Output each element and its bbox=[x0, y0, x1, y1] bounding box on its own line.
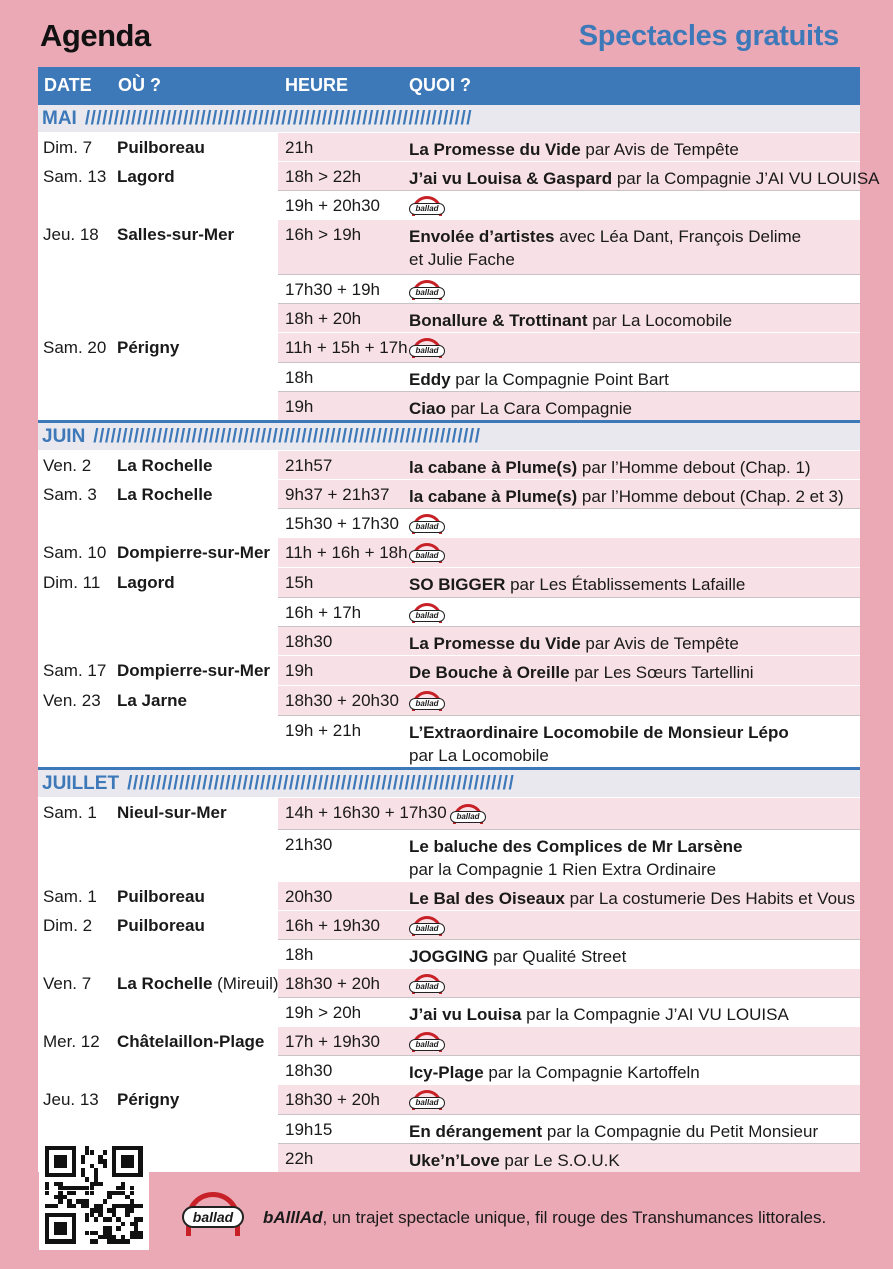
event-group bbox=[38, 1084, 860, 1172]
event-what bbox=[409, 573, 745, 596]
event-group bbox=[38, 332, 860, 420]
event-group bbox=[38, 450, 860, 479]
ballad-logo-icon: ballad bbox=[409, 543, 445, 563]
event-what bbox=[409, 540, 445, 563]
footer-note: bAlllAd, un trajet spectacle unique, fil rouge des Transhumances littorales. bbox=[263, 1208, 827, 1227]
place-name: Dompierre-sur-Mer bbox=[117, 661, 271, 680]
month-label: JUILLET bbox=[42, 772, 120, 794]
month-header-juillet bbox=[38, 767, 860, 797]
event-what bbox=[409, 887, 855, 910]
place-name: Périgny bbox=[117, 1090, 180, 1109]
ballad-logo-icon: ballad bbox=[409, 974, 445, 994]
event-title: Eddy bbox=[409, 370, 451, 389]
event-what bbox=[409, 1061, 700, 1084]
table-body bbox=[38, 102, 880, 1172]
place-name: Dompierre-sur-Mer bbox=[117, 543, 271, 562]
event-group bbox=[38, 132, 860, 161]
table-row bbox=[278, 997, 860, 1026]
event-company: par La costumerie Des Habits et Vous bbox=[564, 889, 855, 908]
event-group bbox=[38, 881, 860, 910]
event-what bbox=[409, 335, 445, 358]
table-row bbox=[278, 656, 860, 685]
event-group bbox=[38, 1026, 860, 1084]
event-company: par la Compagnie du Petit Monsieur bbox=[542, 1122, 819, 1141]
table-row bbox=[278, 1027, 860, 1055]
table-header bbox=[38, 67, 860, 102]
event-group bbox=[38, 685, 860, 767]
event-time: 19h + 20h30 bbox=[285, 196, 381, 215]
table-row bbox=[278, 1085, 860, 1114]
place-name: Puilboreau bbox=[117, 138, 205, 157]
event-title: La Promesse du Vide bbox=[409, 140, 581, 159]
event-what bbox=[409, 835, 743, 881]
place-name: La Jarne bbox=[117, 691, 187, 710]
table-row bbox=[278, 882, 860, 910]
event-what bbox=[409, 193, 445, 216]
table-row bbox=[278, 451, 860, 479]
event-what bbox=[409, 277, 445, 300]
event-company: par Les Établissements Lafaille bbox=[505, 575, 746, 594]
event-time: 21h30 bbox=[285, 835, 333, 854]
col-date: DATE bbox=[44, 75, 92, 95]
event-title: Ciao bbox=[409, 399, 446, 418]
event-company: par l’Homme debout (Chap. 2 et 3) bbox=[577, 487, 844, 506]
event-what bbox=[409, 167, 880, 190]
place-name: La Rochelle bbox=[117, 456, 213, 475]
event-place bbox=[117, 916, 205, 936]
event-company: par la Compagnie Kartoffeln bbox=[483, 1063, 700, 1082]
event-company: par Qualité Street bbox=[488, 947, 627, 966]
event-time: 17h30 + 19h bbox=[285, 280, 381, 299]
ballad-logo-icon: ballad bbox=[450, 804, 486, 824]
page-subtitle: Spectacles gratuits bbox=[578, 20, 839, 52]
place-name: Châtelaillon-Plage bbox=[117, 1032, 265, 1051]
table-row bbox=[278, 626, 860, 655]
event-what bbox=[409, 971, 445, 994]
event-time: 19h bbox=[285, 661, 314, 680]
event-what bbox=[409, 945, 626, 968]
table-row bbox=[278, 686, 860, 715]
table-row bbox=[278, 939, 860, 968]
event-what bbox=[409, 485, 844, 508]
event-date: Ven. 7 bbox=[43, 974, 92, 993]
table-row bbox=[278, 133, 860, 161]
table-row bbox=[278, 274, 860, 303]
table-row bbox=[278, 391, 860, 420]
event-what bbox=[409, 1029, 445, 1052]
event-company: par Les Sœurs Tartellini bbox=[569, 663, 754, 682]
event-place bbox=[117, 338, 179, 358]
event-place bbox=[117, 803, 227, 823]
event-place bbox=[117, 691, 187, 711]
table-row bbox=[278, 1055, 860, 1084]
event-group bbox=[38, 797, 860, 881]
event-title: Le baluche des Complices de Mr Larsène bbox=[409, 837, 743, 856]
event-time: 16h + 17h bbox=[285, 603, 362, 622]
qr-code[interactable] bbox=[39, 1140, 149, 1250]
event-time: 18h30 bbox=[285, 632, 333, 651]
event-company: par la Compagnie Point Bart bbox=[450, 370, 669, 389]
place-name: Nieul-sur-Mer bbox=[117, 803, 227, 822]
ballad-logo-icon: ballad bbox=[409, 1032, 445, 1052]
event-place bbox=[117, 167, 175, 187]
place-name: La Rochelle bbox=[117, 974, 213, 993]
event-title: Envolée d’artistes bbox=[409, 227, 555, 246]
col-time: HEURE bbox=[285, 75, 349, 95]
event-title: Bonallure & Trottinant bbox=[409, 311, 588, 330]
place-name: Puilboreau bbox=[117, 916, 205, 935]
event-company-line2: par La Locomobile bbox=[409, 746, 549, 765]
table-row bbox=[278, 568, 860, 597]
event-place bbox=[117, 543, 270, 563]
event-date: Sam. 13 bbox=[43, 167, 107, 186]
event-what bbox=[409, 721, 789, 767]
place-extra: (Mireuil) bbox=[212, 974, 279, 993]
table-row bbox=[278, 190, 860, 219]
event-date: Dim. 7 bbox=[43, 138, 93, 157]
agenda-table bbox=[38, 67, 880, 1172]
event-company: par La Locomobile bbox=[587, 311, 733, 330]
event-place bbox=[117, 1032, 264, 1052]
event-place bbox=[117, 485, 212, 505]
event-what bbox=[409, 138, 739, 161]
event-what bbox=[409, 397, 632, 420]
table-row bbox=[278, 303, 860, 332]
event-time: 16h > 19h bbox=[285, 225, 362, 244]
table-row bbox=[278, 911, 860, 939]
event-time: 18h > 22h bbox=[285, 167, 362, 186]
event-time: 18h bbox=[285, 368, 314, 387]
event-date: Dim. 2 bbox=[43, 916, 93, 935]
slash-decoration: /////////////////////////////////////////////////////////////////// bbox=[127, 772, 515, 794]
event-time: 9h37 + 21h37 bbox=[285, 485, 390, 504]
ballad-logo-icon: ballad bbox=[409, 1090, 445, 1110]
page-title: Agenda bbox=[40, 18, 151, 53]
table-row bbox=[278, 829, 860, 881]
ballad-logo-icon: ballad bbox=[409, 514, 445, 534]
place-name: Lagord bbox=[117, 573, 175, 592]
event-date: Sam. 1 bbox=[43, 803, 97, 822]
event-company: par La Cara Compagnie bbox=[445, 399, 633, 418]
month-header-mai bbox=[38, 102, 860, 132]
ballad-logo-icon: ballad bbox=[409, 603, 445, 623]
event-place bbox=[117, 887, 205, 907]
event-group bbox=[38, 968, 860, 1026]
event-group bbox=[38, 161, 880, 219]
event-title: Uke’n’Love bbox=[409, 1151, 500, 1170]
place-name: La Rochelle bbox=[117, 485, 213, 504]
event-company: avec Léa Dant, François Delime bbox=[554, 227, 802, 246]
event-title: En dérangement bbox=[409, 1122, 543, 1141]
event-time: 15h bbox=[285, 573, 314, 592]
event-title: J’ai vu Louisa bbox=[409, 1005, 522, 1024]
event-title: la cabane à Plume(s) bbox=[409, 458, 578, 477]
event-time: 21h bbox=[285, 138, 314, 157]
event-time: 18h + 20h bbox=[285, 309, 362, 328]
place-name: Périgny bbox=[117, 338, 180, 357]
event-time: 14h + 16h30 + 17h30 bbox=[285, 803, 447, 822]
month-header-juin bbox=[38, 420, 860, 450]
event-group bbox=[38, 479, 860, 537]
ballad-logo-icon: ballad bbox=[409, 280, 445, 300]
event-what bbox=[409, 1003, 789, 1026]
event-title: L’Extraordinaire Locomobile de Monsieur Lépo bbox=[409, 723, 789, 742]
event-company: par l’Homme debout (Chap. 1) bbox=[577, 458, 811, 477]
slash-decoration: /////////////////////////////////////////////////////////////////// bbox=[93, 425, 481, 447]
event-title: Le Bal des Oiseaux bbox=[409, 889, 565, 908]
event-time: 17h + 19h30 bbox=[285, 1032, 381, 1051]
event-time: 11h + 15h + 17h bbox=[285, 338, 408, 357]
event-company: par la Compagnie J’AI VU LOUISA bbox=[521, 1005, 789, 1024]
event-date: Ven. 23 bbox=[43, 691, 101, 710]
event-time: 18h30 + 20h30 bbox=[285, 691, 399, 710]
event-date: Jeu. 18 bbox=[43, 225, 99, 244]
event-date: Dim. 11 bbox=[43, 573, 101, 592]
event-time: 19h bbox=[285, 397, 314, 416]
event-what bbox=[409, 1087, 445, 1110]
event-time: 22h bbox=[285, 1149, 314, 1168]
slash-decoration: /////////////////////////////////////////////////////////////////// bbox=[84, 107, 473, 129]
event-what bbox=[409, 1120, 818, 1143]
event-title: J’ai vu Louisa & Gaspard bbox=[409, 169, 613, 188]
event-what bbox=[409, 309, 732, 332]
col-where: OÙ ? bbox=[118, 75, 161, 95]
event-company: par Avis de Tempête bbox=[580, 634, 739, 653]
event-group bbox=[38, 567, 860, 655]
event-company: par Le S.O.U.K bbox=[499, 1151, 620, 1170]
event-title: SO BIGGER bbox=[409, 575, 506, 594]
event-what bbox=[409, 600, 445, 623]
event-date: Sam. 1 bbox=[43, 887, 97, 906]
event-date: Sam. 10 bbox=[43, 543, 107, 562]
event-what bbox=[409, 368, 669, 391]
event-time: 20h30 bbox=[285, 887, 333, 906]
event-place bbox=[117, 138, 205, 158]
event-time: 19h > 20h bbox=[285, 1003, 362, 1022]
event-title: Icy-Plage bbox=[409, 1063, 484, 1082]
event-date: Ven. 2 bbox=[43, 456, 92, 475]
event-time: 18h30 bbox=[285, 1061, 333, 1080]
event-time: 11h + 16h + 18h bbox=[285, 543, 408, 562]
event-what bbox=[409, 511, 445, 534]
table-row bbox=[278, 362, 860, 391]
table-row bbox=[278, 508, 860, 537]
table-row bbox=[278, 220, 860, 274]
event-time: 19h + 21h bbox=[285, 721, 362, 740]
event-time: 18h30 + 20h bbox=[285, 1090, 381, 1109]
event-what bbox=[409, 688, 445, 711]
month-label: JUIN bbox=[42, 425, 86, 447]
event-company: par Avis de Tempête bbox=[580, 140, 739, 159]
event-title: De Bouche à Oreille bbox=[409, 663, 570, 682]
event-what bbox=[409, 1149, 620, 1172]
event-what bbox=[409, 913, 445, 936]
table-row bbox=[278, 1114, 860, 1143]
event-what bbox=[450, 801, 486, 824]
event-place bbox=[117, 1090, 179, 1110]
event-company: par la Compagnie J’AI VU LOUISA bbox=[612, 169, 880, 188]
event-date: Sam. 3 bbox=[43, 485, 97, 504]
event-place bbox=[117, 573, 175, 593]
table-row bbox=[278, 538, 860, 567]
event-what bbox=[409, 456, 811, 479]
table-row bbox=[278, 162, 880, 190]
event-title: la cabane à Plume(s) bbox=[409, 487, 578, 506]
event-date: Jeu. 13 bbox=[43, 1090, 99, 1109]
event-place bbox=[117, 456, 212, 476]
event-place bbox=[117, 225, 234, 245]
ballad-logo: ballad bbox=[182, 1192, 244, 1238]
event-group bbox=[38, 655, 860, 685]
month-label: MAI bbox=[42, 107, 77, 129]
ballad-logo-icon: ballad bbox=[409, 196, 445, 216]
table-row bbox=[278, 480, 860, 508]
event-time: 18h bbox=[285, 945, 314, 964]
event-group bbox=[38, 910, 860, 968]
ballad-logo-icon: ballad bbox=[409, 691, 445, 711]
event-time: 15h30 + 17h30 bbox=[285, 514, 399, 533]
table-row bbox=[278, 333, 860, 362]
event-group bbox=[38, 537, 860, 567]
ballad-logo-icon: ballad bbox=[409, 338, 445, 358]
place-name: Salles-sur-Mer bbox=[117, 225, 235, 244]
event-place bbox=[117, 974, 279, 994]
table-row bbox=[278, 798, 860, 829]
ballad-logo-icon: ballad bbox=[409, 916, 445, 936]
col-what: QUOI ? bbox=[409, 75, 471, 95]
event-company-line2: par la Compagnie 1 Rien Extra Ordinaire bbox=[409, 860, 717, 879]
event-time: 18h30 + 20h bbox=[285, 974, 381, 993]
event-date: Sam. 20 bbox=[43, 338, 107, 357]
place-name: Puilboreau bbox=[117, 887, 205, 906]
event-time: 19h15 bbox=[285, 1120, 333, 1139]
event-date: Mer. 12 bbox=[43, 1032, 100, 1051]
table-row bbox=[278, 715, 860, 767]
event-what bbox=[409, 632, 739, 655]
table-row bbox=[278, 969, 860, 997]
table-row bbox=[278, 1143, 860, 1172]
table-row bbox=[278, 597, 860, 626]
event-what bbox=[409, 661, 754, 684]
place-name: Lagord bbox=[117, 167, 175, 186]
event-what bbox=[409, 225, 801, 271]
event-date: Sam. 17 bbox=[43, 661, 107, 680]
event-place bbox=[117, 661, 270, 681]
event-time: 16h + 19h30 bbox=[285, 916, 381, 935]
event-company-line2: et Julie Fache bbox=[409, 250, 515, 269]
event-time: 21h57 bbox=[285, 456, 333, 475]
event-group bbox=[38, 219, 860, 332]
event-title: JOGGING bbox=[409, 947, 489, 966]
event-title: La Promesse du Vide bbox=[409, 634, 581, 653]
